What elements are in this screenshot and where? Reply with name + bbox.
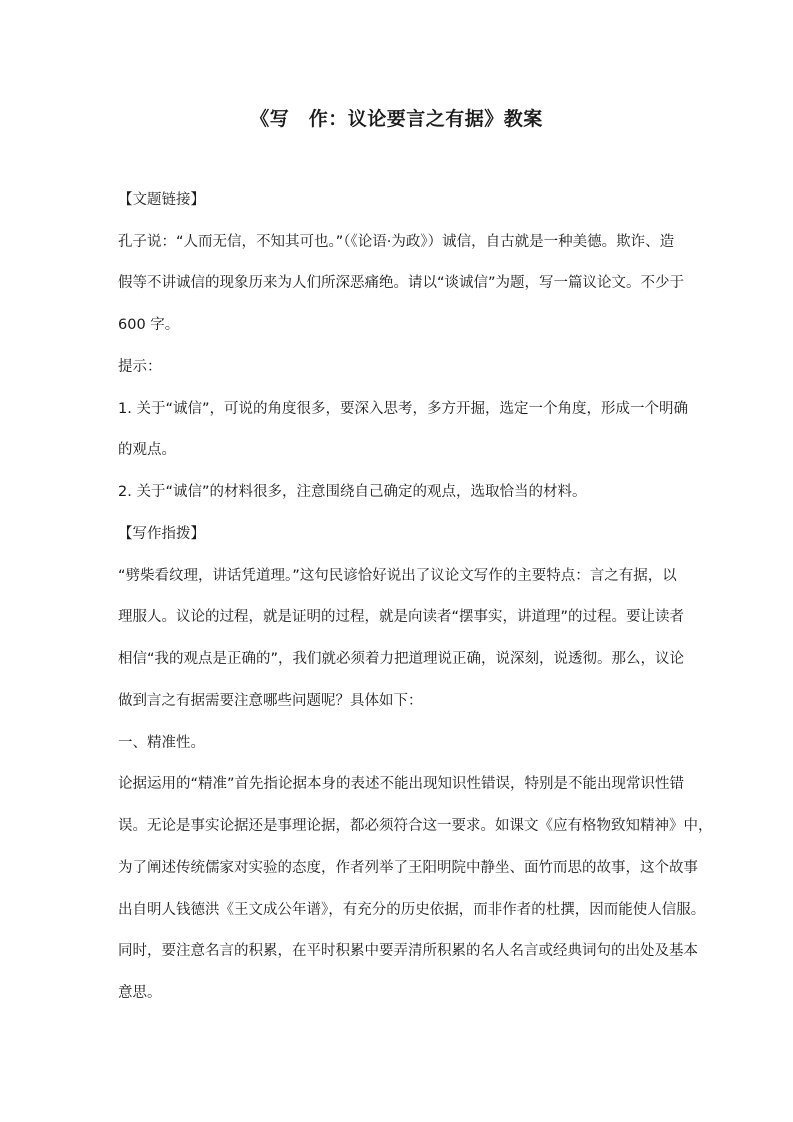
paragraph-line: 相信“我的观点是正确的”，我们就必须着力把道理说正确，说深刻，说透彻。那么，议论 [118,651,685,667]
hint-item: 2. 关于“诚信”的材料很多，注意围绕自己确定的观点，选取恰当的材料。 [118,484,587,500]
hint-label: 提示： [118,359,162,375]
paragraph-line: 理服人。议论的过程，就是证明的过程，就是向读者“摆事实，讲道理”的过程。要让读者 [118,609,685,625]
paragraph-line: 假等不讲诚信的现象历来为人们所深恶痛绝。请以“谈诚信”为题，写一篇议论文。不少于 [118,275,685,291]
paragraph-line: 论据运用的“精准”首先指论据本身的表述不能出现知识性错误，特别是不能出现常识性错 [118,776,685,792]
paragraph-line: 做到言之有据需要注意哪些问题呢？具体如下： [118,693,423,709]
document-title: 《写 作：议论要言之有据》教案 [250,108,543,130]
hint-item-continued: 的观点。 [118,442,176,458]
paragraph-line: 误。无论是事实论据还是事理论据，都必须符合这一要求。如课文《应有格物致知精神》中， [118,818,713,834]
paragraph-line: 为了阐述传统儒家对实验的态度，作者列举了王阳明院中静坐、面竹而思的故事，这个故事 [118,860,698,876]
subsection-heading: 一、精准性。 [118,735,205,751]
section-heading-guide: 【写作指拨】 [118,526,205,542]
paragraph-line: 意思。 [118,985,162,1001]
paragraph-line: 出自明人钱德洪《王文成公年谱》，有充分的历史依据，而非作者的杜撰，因而能使人信服。 [118,902,706,918]
hint-item: 1. 关于“诚信”，可说的角度很多，要深入思考，多方开掘，选定一个角度，形成一个明确 [118,401,688,417]
paragraph-line: 同时，要注意名言的积累，在平时积累中要弄清所积累的名人名言或经典词句的出处及基本 [118,943,698,959]
section-heading-topic: 【文题链接】 [118,192,205,208]
paragraph-line: “劈柴看纹理，讲话凭道理。”这句民谚恰好说出了议论文写作的主要特点：言之有据，以 [118,568,677,584]
paragraph-line: 600 字。 [118,317,180,333]
paragraph-line: 孔子说：“人而无信，不知其可也。”（《论语·为政》）诚信，自古就是一种美德。欺诈、造 [118,234,675,250]
